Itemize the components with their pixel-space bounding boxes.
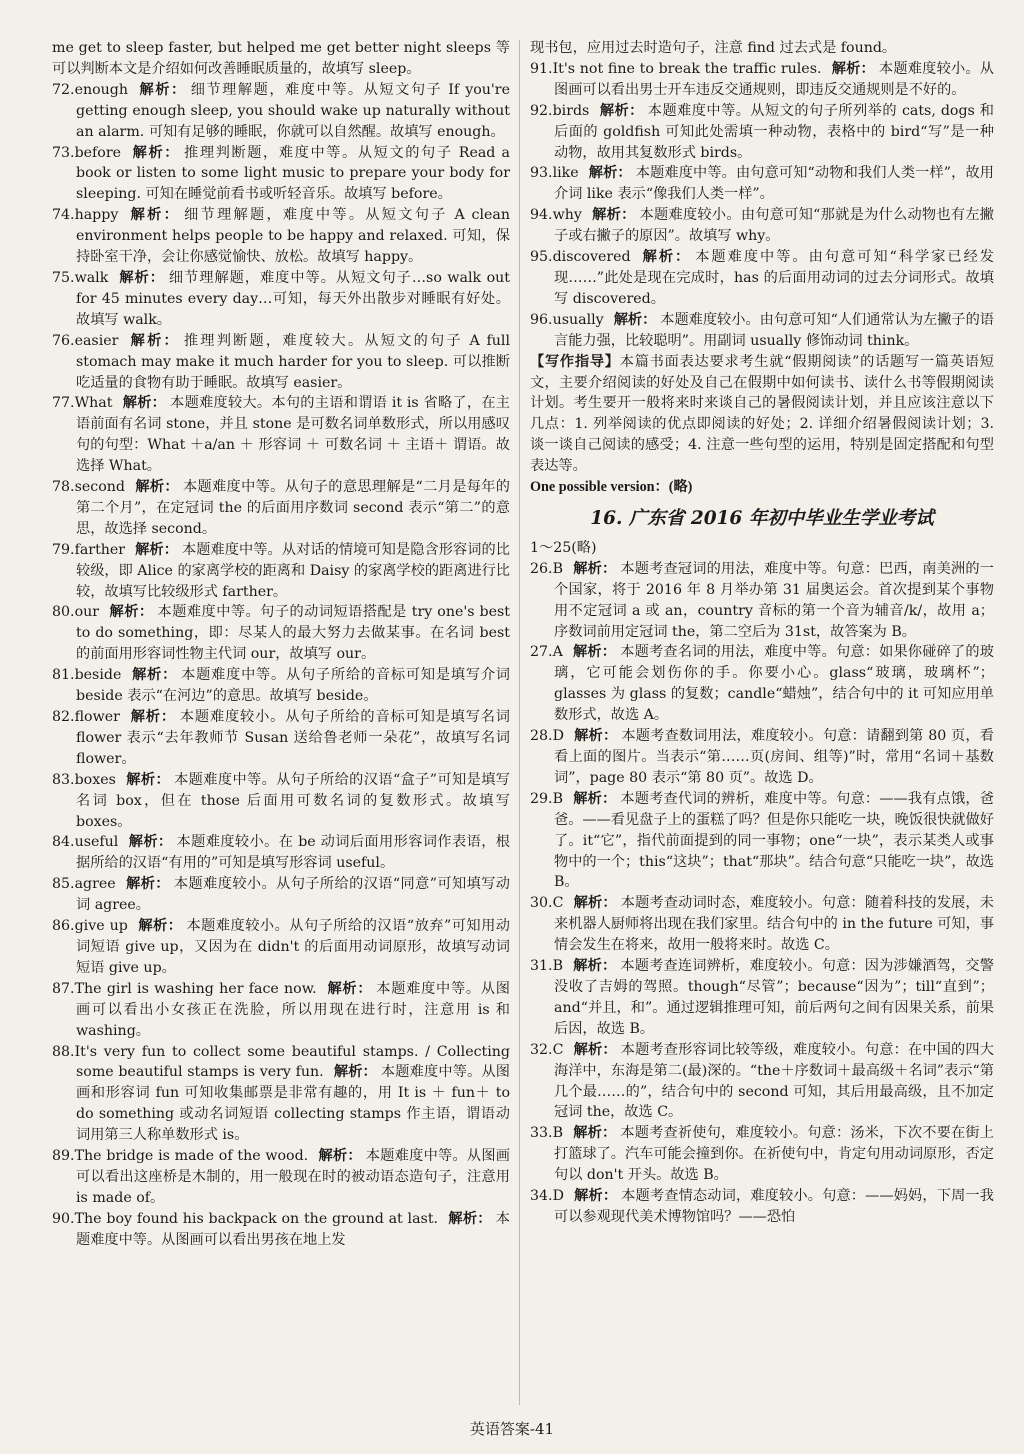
analysis-label: 解析： <box>109 604 154 621</box>
analysis-label: 解析： <box>599 102 644 119</box>
item-answer: farther <box>74 541 126 558</box>
answer-item <box>530 789 994 894</box>
answer-item <box>530 1040 994 1124</box>
item-number: 74. <box>52 207 75 224</box>
answer-item <box>530 310 994 352</box>
item-analysis: 本题难度较小。从句子所给的汉语“放弃”可知用动词短语 give up，又因为在 didn't 的后面用动词原形，故填写动词短语 give up。 <box>76 918 510 976</box>
analysis-label: 解析： <box>138 81 187 98</box>
item-number: 34. <box>530 1188 553 1205</box>
item-answer: C <box>552 895 564 912</box>
analysis-label: 解析： <box>573 728 618 745</box>
item-analysis: 推理判断题，难度中等。从短文的句子 Read a book or listen to some light music to prepare your body for sleeping. 可知在睡觉前看书或听轻音乐。故填写 before。 <box>76 144 510 203</box>
item-number: 73. <box>52 144 75 161</box>
item-analysis: 本题难度中等。从句子所给的音标可知是填写介词 beside 表示“在河边”的意思。故填写 beside。 <box>76 667 510 705</box>
analysis-label: 解析： <box>573 958 617 975</box>
item-number: 32. <box>530 1041 553 1058</box>
analysis-label: 解析： <box>128 207 181 224</box>
analysis-label: 解析： <box>118 269 165 286</box>
answer-item <box>530 163 994 205</box>
item-analysis: 本题考查代词的辨析，难度中等。句意：——我有点饿，爸爸。——看见盘子上的蛋糕了吗？但是你只能吃一块，晚饭很快就做好了。it“它”，指代前面提到的同一事物；one“一块”，表示某类人或事物中的一个；this“这块”；that“那块”。结合句意“只能吃一块”，故选 B。 <box>554 790 994 891</box>
item-answer: B <box>552 958 564 975</box>
item-answer: why <box>552 207 582 224</box>
item-analysis: me get to sleep faster, but helped me get better night sleeps 等可以判断本文是介绍如何改善睡眠质量的，故填写 sleep。 <box>52 40 510 77</box>
item-analysis: 本题难度中等。从句子的意思理解是“二月是每年的第二个月”，在定冠词 the 的后面用序数词 second 表示“第二”的意思，故选择 second。 <box>76 479 510 537</box>
item-analysis: 本题难度较小。在 be 动词后面用形容词作表语，根据所给的汉语“有用的”可知是填写形容词 useful。 <box>76 834 510 872</box>
item-number: 82. <box>52 709 75 725</box>
answer-item <box>52 1042 510 1147</box>
answer-item <box>530 726 994 789</box>
item-number: 90. <box>52 1210 75 1227</box>
analysis-label: 解析： <box>131 144 181 161</box>
writing-guide <box>530 352 994 477</box>
item-analysis: 细节理解题，难度中等。从短文句子 If you're getting enough sleep, you should wake up naturally without an alarm. 可知有足够的睡眠，你就可以自然醒。故填写 enough。 <box>76 81 510 140</box>
item-analysis: 本题考查冠词的用法，难度中等。句意：巴西，南美洲的一个国家，将于 2016 年 8 月举办第 31 届奥运会。首次提到某个事物用不定冠词 a 或 an，country 音标的第一个音为辅音/k/，故用 a；序数词前用定冠词 the，第二空后为 31st，故答案为 B。 <box>554 560 994 640</box>
answer-item <box>530 559 994 643</box>
item-answer: A <box>552 644 563 661</box>
item-answer: like <box>552 165 579 182</box>
item-number: 81. <box>52 667 75 684</box>
answer-item <box>530 956 994 1040</box>
analysis-label: 解析： <box>573 560 617 577</box>
item-answer: walk <box>74 269 109 286</box>
item-analysis: 本题难度中等。从图画和形容词 fun 可知收集邮票是非常有趣的，用 It is ＋ fun＋ to do something 或动名词短语 collecting stamps 作主语，谓语动词用第三人称单数形式 is。 <box>76 1064 510 1144</box>
analysis-label: 解析： <box>128 834 173 851</box>
right-top-items <box>530 38 994 352</box>
item-answer: What <box>74 395 113 412</box>
analysis-label: 解析： <box>125 771 171 788</box>
analysis-label: 解析： <box>318 1148 362 1165</box>
item-number: 83. <box>52 771 75 788</box>
analysis-label: 解析： <box>131 667 178 684</box>
item-answer: give up <box>74 918 128 935</box>
item-number: 33. <box>530 1125 553 1142</box>
answer-item <box>530 247 994 310</box>
item-analysis: 推理判断题，难度较大。从短文的句子 A full stomach may make it much harder for you to sleep. 可以推断吃适量的食物有助于睡眠。故填写 easier。 <box>76 332 510 391</box>
item-answer: easier <box>74 332 119 349</box>
item-answer: D <box>552 1188 564 1205</box>
answer-item <box>52 393 510 477</box>
item-analysis: 本题难度中等。从图画可以看出这座桥是木制的，用一般现在时的被动语态造句子，注意用 is made of。 <box>76 1148 510 1206</box>
answer-item <box>530 38 994 59</box>
item-number: 80. <box>52 604 75 621</box>
item-number: 96. <box>530 311 553 328</box>
right-column <box>530 38 994 1228</box>
item-analysis: 现书包，应用过去时造句子，注意 find 过去式是 found。 <box>530 40 897 56</box>
left-column <box>52 38 510 1251</box>
item-answer: flower <box>74 709 120 725</box>
analysis-label: 解析： <box>573 1125 617 1142</box>
item-analysis: 本题难度较小。由句意可知“人们通常认为左撇子的语言能力强，比较聪明”。用副词 usually 修饰动词 think。 <box>554 311 994 349</box>
answer-item <box>52 916 510 979</box>
item-analysis: 本题考查情态动词，难度较小。句意：——妈妈，下周一我可以参观现代美术博物馆吗？——恐怕 <box>554 1188 994 1225</box>
item-number: 79. <box>52 541 75 558</box>
item-answer: It's not fine to break the traffic rules. <box>552 60 822 77</box>
answer-item <box>52 268 510 331</box>
answer-item <box>52 979 510 1042</box>
item-number: 77. <box>52 395 75 412</box>
analysis-label: 解析： <box>333 1064 377 1081</box>
item-answer: It's very fun to collect some beautiful stamps. / Collecting some beautiful stamps is very fun. <box>74 1043 510 1081</box>
item-analysis: 本题难度中等。从短文的句子所列举的 cats, dogs 和后面的 goldfish 可知此处需填一种动物，表格中的 bird“写”是一种动物，故用其复数形式 birds。 <box>554 102 994 161</box>
item-answer: B <box>552 1125 564 1142</box>
item-analysis: 本题难度较小。从句子所给的汉语“同意”可知填写动词 agree。 <box>76 876 510 914</box>
item-answer: The boy found his backpack on the ground at last. <box>74 1210 439 1227</box>
analysis-label: 解析： <box>640 249 692 266</box>
item-analysis: 本题考查祈使句，难度较小。句意：汤米，下次不要在街上打篮球了。汽车可能会撞到你。在祈使句中，肯定句用动词原形，否定句以 don't 开头。故选 B。 <box>554 1125 994 1184</box>
answer-item <box>530 205 994 247</box>
item-analysis: 本题难度中等。从图画可以看出男孩在地上发 <box>76 1210 510 1248</box>
item-number: 84. <box>52 834 75 851</box>
item-answer: discovered <box>552 249 631 266</box>
analysis-label: 解析： <box>572 644 617 661</box>
answer-item <box>530 642 994 726</box>
answer-item <box>530 59 994 101</box>
item-number: 26. <box>530 560 553 577</box>
analysis-label: 解析： <box>588 165 632 182</box>
analysis-label: 解析： <box>134 479 179 496</box>
answer-item <box>52 602 510 665</box>
analysis-label: 解析： <box>573 895 617 912</box>
item-answer: agree <box>74 876 116 893</box>
item-analysis: 本题难度较大。本句的主语和谓语 it is 省略了，在主语前面有名词 stone，并且 stone 是可数名词单数形式，所以用感叹句的句型：What ＋a/an ＋ 形容词 ＋ 可数名词 ＋ 主语＋ 谓语。故选择 What。 <box>76 395 510 475</box>
item-analysis: 本题难度较小。由句意可知“那就是为什么动物也有左撇子或右撇子的原因”。故填写 why。 <box>554 207 994 245</box>
answer-item <box>52 832 510 874</box>
item-analysis: 本题考查数词用法，难度较小。句意：请翻到第 80 页，看看上面的图片。当表示“第……页(房间、组等)”时，常用“名词＋基数词”，page 80 表示“第 80 页”。故选 D。 <box>554 728 994 786</box>
item-answer: B <box>552 560 564 577</box>
item-analysis: 本题难度较小。从图画可以看出男士开车违反交通规则，即违反交通规则是不好的。 <box>554 60 994 98</box>
item-answer: boxes <box>74 771 116 788</box>
writing-guide-label: 【写作指导】 <box>530 353 620 370</box>
item-number: 88. <box>52 1043 75 1060</box>
analysis-label: 解析： <box>135 541 178 558</box>
item-analysis: 本题考查动词时态，难度较小。句意：随着科技的发展，未来机器人厨师将出现在我们家里。结合句中的 in the future 可知，事情会发生在将来，故用一般将来时。故选 C。 <box>554 895 994 954</box>
item-answer: usually <box>552 311 604 328</box>
item-answer: beside <box>74 667 122 684</box>
analysis-label: 解析： <box>128 332 180 349</box>
answer-item <box>52 707 510 770</box>
item-number: 76. <box>52 332 75 349</box>
item-answer: before <box>74 144 122 161</box>
analysis-label: 解析： <box>122 395 167 412</box>
answer-item <box>530 1123 994 1186</box>
item-answer: D <box>552 728 564 745</box>
possible-version: One possible version：(略) <box>530 479 693 496</box>
column-divider <box>519 40 520 1405</box>
item-number: 28. <box>530 728 553 745</box>
analysis-label: 解析： <box>831 60 875 77</box>
analysis-label: 解析： <box>613 311 657 328</box>
item-answer: second <box>74 479 125 496</box>
item-number: 30. <box>530 895 553 912</box>
item-analysis: 本题难度中等。从对话的情境可知是隐含形容词的比较级，即 Alice 的家离学校的距离和 Daisy 的家离学校的距离进行比较，故填写比较级形式 farther。 <box>76 541 510 600</box>
item-analysis: 本题难度中等。由句意可知“科学家已经发现……”此处是现在完成时，has 的后面用动词的过去分词形式。故填写 discovered。 <box>554 249 994 307</box>
answer-item <box>52 770 510 833</box>
right-bottom-items <box>530 559 994 1228</box>
item-answer: B <box>552 790 564 807</box>
item-analysis: 本题难度中等。从句子所给的汉语“盒子”可知是填写名词 box，但在 those 后面用可数名词的复数形式。故填写 boxes。 <box>76 771 510 830</box>
item-number: 85. <box>52 876 75 893</box>
item-analysis: 本题考查名词的用法，难度中等。句意：如果你碰碎了的玻璃，它可能会划伤你的手。你要小心。glass“玻璃，玻璃杯”；glasses 为 glass 的复数；candle“蜡烛”，结合句中的 it 可知应用单数形式，故选 A。 <box>554 644 994 724</box>
analysis-label: 解析： <box>125 876 170 893</box>
answer-item <box>52 1146 510 1209</box>
analysis-label: 解析： <box>573 1041 617 1058</box>
analysis-label: 解析： <box>448 1210 492 1227</box>
item-analysis: 细节理解题，难度中等。从短文句子 A clean environment helps people to be happy and relaxed. 可知，保持卧室干净，会让你感觉愉快、放松。故填写 happy。 <box>76 207 510 266</box>
item-answer: useful <box>74 834 119 851</box>
item-number: 72. <box>52 81 75 98</box>
analysis-label: 解析： <box>573 1188 618 1205</box>
answer-item <box>52 1209 510 1251</box>
answer-item <box>52 477 510 540</box>
answer-item <box>52 143 510 206</box>
item-number: 91. <box>530 60 553 77</box>
answer-item <box>530 893 994 956</box>
item-number: 27. <box>530 644 553 661</box>
answer-item <box>52 874 510 916</box>
answer-item <box>52 331 510 394</box>
item-analysis: 本题难度中等。从图画可以看出小女孩正在洗脸，所以用现在进行时，注意用 is 和 washing。 <box>76 980 510 1039</box>
item-number: 29. <box>530 790 553 807</box>
writing-guide-text: 本篇书面表达要求考生就“假期阅读”的话题写一篇英语短文，主要介绍阅读的好处及自己在假期中如何读书、读什么书等假期阅读计划。考生要开一般将来时来谈自己的暑假阅读计划，并且应该注意以下几点：1. 列举阅读的优点即阅读的好处；2. 详细介绍暑假阅读计划；3. 谈一谈自己阅读的感受；4. 注意一些句型的运用，特别是固定搭配和句型表达等。 <box>530 353 994 475</box>
item-number: 75. <box>52 269 75 286</box>
item-answer: birds <box>552 102 590 119</box>
answer-item <box>52 205 510 268</box>
item-analysis: 细节理解题，难度中等。从短文句子…so walk out for 45 minutes every day…可知，每天外出散步对睡眠有好处。故填写 walk。 <box>76 269 510 328</box>
item-analysis: 本题考查形容词比较等级，难度较小。句意：在中国的四大海洋中，东海是第二(最)深的。“the＋序数词＋最高级＋名词”表示“第几个最……的”，结合句中的 second 可知，其后用最高级，且不加定冠词 the，故选 C。 <box>554 1041 994 1121</box>
answer-item <box>52 665 510 707</box>
analysis-label: 解析： <box>137 918 183 935</box>
section-title: 16. 广东省 2016 年初中毕业生学业考试 <box>590 507 934 529</box>
analysis-label: 解析： <box>129 709 176 725</box>
page-footer: 英语答案-41 <box>469 1420 555 1438</box>
answer-item <box>52 540 510 603</box>
item-number: 87. <box>52 980 75 997</box>
item-answer: C <box>552 1041 564 1058</box>
item-number: 89. <box>52 1148 75 1165</box>
item-analysis: 本题难度中等。句子的动词短语搭配是 try one's best to do something，即：尽某人的最大努力去做某事。在名词 best 的前面用形容词性物主代词 our，故填写 our。 <box>76 604 510 663</box>
item-answer: happy <box>74 207 119 224</box>
item-number: 78. <box>52 479 75 496</box>
answer-item <box>52 80 510 143</box>
answer-item <box>530 1186 994 1228</box>
item-analysis: 本题难度中等。由句意可知“动物和我们人类一样”，故用介词 like 表示“像我们人类一样”。 <box>554 165 994 203</box>
answer-item <box>52 38 510 80</box>
range-note: 1～25(略) <box>530 539 597 556</box>
analysis-label: 解析： <box>326 980 373 997</box>
item-answer: enough <box>74 81 129 98</box>
analysis-label: 解析： <box>573 790 617 807</box>
item-number: 92. <box>530 102 553 119</box>
item-answer: The girl is washing her face now. <box>74 980 317 997</box>
item-answer: our <box>74 604 100 621</box>
analysis-label: 解析： <box>591 207 636 224</box>
answer-item <box>530 101 994 164</box>
item-analysis: 本题考查连词辨析，难度较小。句意：因为涉嫌酒驾，交警没收了吉姆的驾照。though“尽管”；because“因为”；till“直到”；and“并且，和”。通过逻辑推理可知，前后两句之间有因果关系，前果后因，故选 B。 <box>554 958 994 1037</box>
item-analysis: 本题难度较小。从句子所给的音标可知是填写名词 flower 表示“去年教师节 Susan 送给鲁老师一朵花”，故填写名词 flower。 <box>76 709 510 767</box>
item-number: 95. <box>530 249 553 266</box>
item-number: 31. <box>530 958 553 975</box>
item-number: 93. <box>530 165 553 182</box>
item-number: 86. <box>52 918 75 935</box>
item-answer: The bridge is made of the wood. <box>74 1148 309 1165</box>
item-number: 94. <box>530 207 553 224</box>
